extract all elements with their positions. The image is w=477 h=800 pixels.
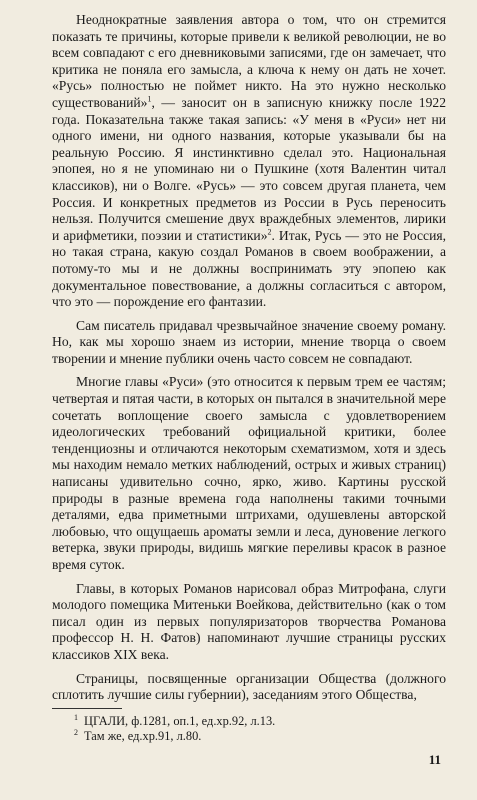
footnote-text: Там же, ед.хр.91, л.80.: [84, 729, 202, 743]
main-text: [52, 12, 446, 711]
paragraph-text: Главы, в которых Романов нарисовал образ Митрофана, слуги молодого помещика Митеньки Воейкова, действительно (как о том писал один из первых популяризаторов творчества Романова профессор Н. Н. Фатов) напоминают лучшие страницы русских классиков XIX века.: [52, 580, 446, 662]
footnote-text: ЦГАЛИ, ф.1281, оп.1, ед.хр.92, л.13.: [84, 714, 276, 728]
paragraph-text: Сам писатель придавал чрезвычайное значение своему роману. Но, как мы хорошо знаем из истории, мнение творца о своем творении и мнение публики очень часто совсем не совпадают.: [52, 317, 446, 366]
paragraph-text: , — заносит он в записную книжку после 1922 года. Показательна также такая запись: «У меня в «Руси» нет ни одного имени, ни одного названия, которые указывали бы на реальную Россию. Я инстинктивно сделал это. Национальная эпопея, но я не упоминаю ни о Пушкине (хотя Валентин читал классиков), ни о Волге. «Русь» — это совсем другая планета, чем Россия. И конкретных предметов из России в Русь переносить нельзя. Получится смешение двух враждебных элементов, лирики и арифметики, поэзии и статистики»: [52, 94, 446, 243]
paragraph-text: Многие главы «Руси» (это относится к первым трем ее частям; четвертая и пятая части, в которых он пытался в значительной мере сочетать воплощение своего замысла с удовлетворением идеологических требований официальной критики, более тенденциозны и отличаются некоторым схематизмом, хотя и здесь мы находим немало метких наблюдений, острых и живых страниц) написаны удивительно сочно, ярко, живо. Картины русской природы в разные времена года наполнены такими точными деталями, едва приметными штрихами, одушевлены авторской любовью, что ощущаешь ароматы земли и леса, дуновение легкого ветерка, звуки природы, видишь мягкие переливы красок в разное время суток.: [52, 374, 446, 572]
footnotes: [74, 714, 275, 744]
paragraph-text: . Итак, Русь — это не Россия, но такая страна, какую создал Романов в своем воображении, а потому-то мы и не должны воспринимать эту эпопею как документальное повествование, а должны соглаcиться с автором, что это — порождение его фантазии.: [52, 227, 447, 310]
footnote-number: 2: [74, 727, 78, 737]
footnote: [74, 729, 275, 744]
paragraph: [52, 374, 446, 573]
footnote-divider: [52, 708, 122, 709]
paragraph: [52, 671, 446, 704]
page-number: 11: [428, 752, 441, 767]
paragraph: [52, 12, 446, 311]
footnote: [74, 714, 275, 729]
paragraph: [52, 581, 446, 664]
paragraph-text: Страницы, посвященные организации Общества (должного сплотить лучшие силы губернии), заседаниям этого Общества,: [52, 670, 446, 703]
footnote-number: 1: [74, 712, 78, 722]
paragraph-text: Неоднократные заявления автора о том, что он стремится показать те причины, которые привели к великой революции, не во всем совпадают с его дневниковыми записями, где он замечает, что критика не поняла его замысла, а ключа к нему он дать не хочет. «Русь» полностью не поймет никто. На это нужно несколько существований»: [52, 12, 446, 110]
paragraph: [52, 318, 446, 368]
footnote-marker: 1: [147, 94, 152, 104]
footnote-marker: 2: [267, 227, 272, 237]
